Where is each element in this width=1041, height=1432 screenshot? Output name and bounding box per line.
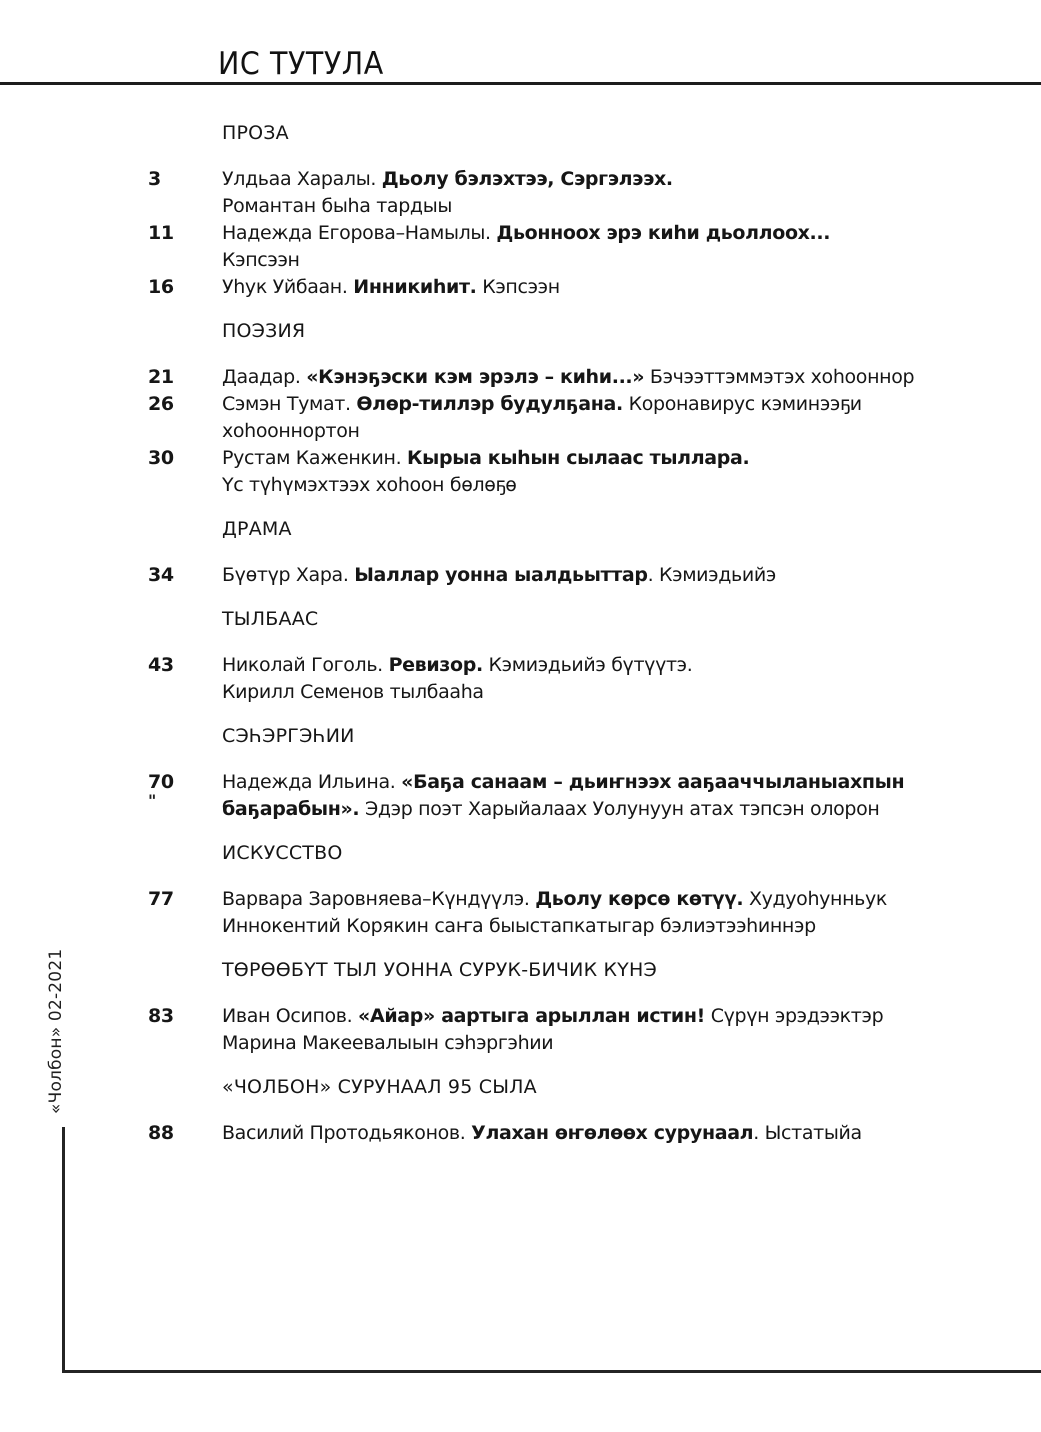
contents-list	[148, 120, 1008, 1147]
toc-entry	[148, 166, 1008, 220]
corner-vertical-line	[62, 1127, 65, 1373]
entry-text: Варвара Заровняева–Күндүүлэ. Дьолу көрсө көтүү. Худуоһунньук Иннокентий Корякин саҥа быыстапкатыгар бэлиэтээһиннэр	[222, 888, 888, 937]
section-header: ИСКУССТВО	[222, 842, 343, 864]
toc-entry	[148, 769, 1008, 823]
toc-entry	[148, 1003, 1008, 1057]
section-header: ПОЭЗИЯ	[222, 320, 306, 342]
entry-text: Надежда Егорова–Намылы. Дьонноох эрэ киһи дьоллоох... Кэпсээн	[222, 222, 831, 271]
entry-text: Николай Гоголь. Ревизор. Кэмиэдьийэ бүтүүтэ. Кирилл Семенов тылбааһа	[222, 654, 693, 703]
entry-text: Василий Протодьяконов. Улахан өҥөлөөх сурунаал. Ыстатыйа	[222, 1122, 862, 1144]
entry-text: Сэмэн Тумат. Өлөр-тиллэр будулҕана. Коронавирус кэминээҕи хоһооннортон	[222, 393, 862, 442]
journal-issue-label: «Чолбон» 02-2021	[46, 948, 66, 1114]
section-header: ТЫЛБААС	[222, 608, 319, 630]
toc-entry	[148, 652, 1008, 706]
page-number: 16	[148, 276, 174, 298]
page-number: 77	[148, 888, 174, 910]
page-number: 3	[148, 168, 161, 190]
page-title: ИС ТУТУЛА	[218, 46, 384, 82]
page-number: 26	[148, 393, 174, 415]
toc-entry	[148, 391, 1008, 445]
page-number: 21	[148, 366, 174, 388]
corner-horizontal-line	[62, 1370, 1041, 1373]
toc-entry	[148, 562, 1008, 589]
entry-text: Надежда Ильина. «Баҕа санаам – дьиҥнээх ааҕааччыланыахпын баҕарабын». Эдэр поэт Харыйалаах Уолунуун атах тэпсэн олорон	[222, 771, 905, 820]
section-header: ПРОЗА	[222, 122, 289, 144]
section-header: СЭҺЭРГЭҺИИ	[222, 725, 355, 747]
header-rule	[0, 82, 1041, 85]
section-header: «ЧОЛБОН» СУРУНААЛ 95 СЫЛА	[222, 1076, 537, 1098]
page-number-note: "	[148, 791, 156, 810]
toc-entry	[148, 220, 1008, 274]
page-number: 83	[148, 1005, 174, 1027]
toc-entry	[148, 886, 1008, 940]
page-number: 34	[148, 564, 174, 586]
section-header: ДРАМА	[222, 518, 292, 540]
toc-entry	[148, 445, 1008, 499]
entry-text: Рустам Каженкин. Кырыа кыһын сылаас тыллара. Үс түһүмэхтээх хоһоон бөлөҕө	[222, 447, 750, 496]
toc-entry	[148, 274, 1008, 301]
page-number: 43	[148, 654, 174, 676]
toc-entry	[148, 364, 1008, 391]
toc-entry	[148, 1120, 1008, 1147]
entry-text: Бүөтүр Хара. Ыаллар уонна ыалдьыттар. Кэмиэдьийэ	[222, 564, 776, 586]
entry-text: Даадар. «Кэнэҕэски кэм эрэлэ – киһи...» Бэчээттэммэтэх хоһооннор	[222, 366, 915, 388]
page-number: 88	[148, 1122, 174, 1144]
entry-text: Иван Осипов. «Айар» аартыга арыллан истин! Сүрүн эрэдээктэр Марина Макеевалыын сэһэргэһии	[222, 1005, 884, 1054]
section-header: ТӨРӨӨБҮТ ТЫЛ УОННА СУРУК-БИЧИК КҮНЭ	[222, 959, 657, 981]
page-number: 11	[148, 222, 174, 244]
entry-text: Уһук Уйбаан. Инникиһит. Кэпсээн	[222, 276, 560, 298]
page-number: 30	[148, 447, 174, 469]
entry-text: Улдьаа Харалы. Дьолу бэлэхтээ, Сэргэлээх. Романтан быһа тардыы	[222, 168, 673, 217]
page-number: 70 "	[148, 769, 222, 806]
